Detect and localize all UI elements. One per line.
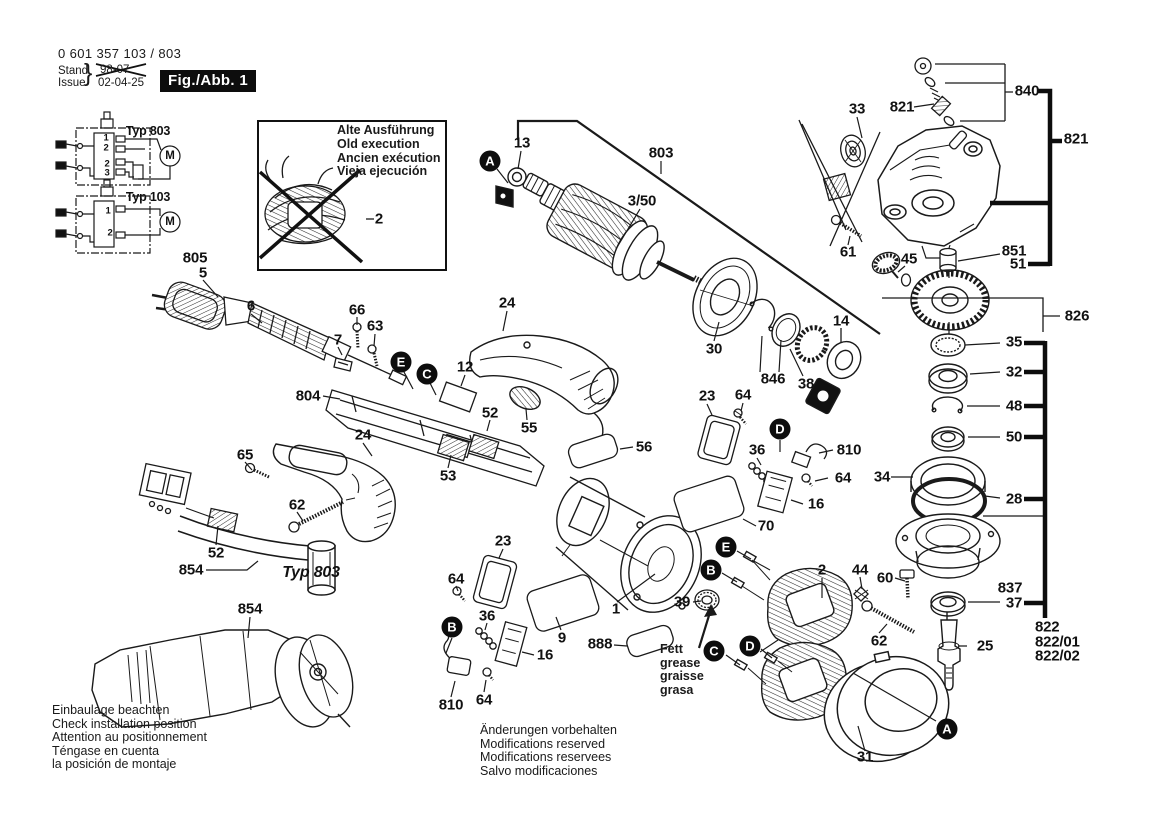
part-callout-typ-803: Typ 803 (125, 124, 171, 138)
note-line: Téngase en cuenta (52, 743, 160, 758)
detail-letter-c: C (417, 364, 438, 385)
part-callout-62: 62 (870, 632, 888, 650)
part-callout-2: 2 (107, 227, 113, 239)
part-callout-1: 1 (611, 600, 621, 618)
part-callout-803: 803 (648, 144, 674, 162)
part-callout-23: 23 (494, 532, 512, 550)
part-callout-16: 16 (536, 646, 554, 664)
part-callout-1: 1 (103, 132, 109, 144)
grease-line: grease (660, 655, 701, 670)
part-callout-37: 37 (1005, 594, 1023, 612)
part-callout-52: 52 (481, 404, 499, 422)
part-callout-888: 888 (587, 635, 613, 653)
part-callout-822-02: 822/02 (1035, 647, 1080, 665)
part-callout-822-01: 822/01 (1035, 633, 1080, 651)
part-callout-52: 52 (207, 544, 225, 562)
note-line: Modifications reservees (480, 750, 612, 764)
part-callout-45: 45 (900, 250, 918, 268)
part-callout-typ-103: Typ 103 (125, 190, 171, 204)
part-callout-55: 55 (520, 419, 538, 437)
part-callout-9: 9 (557, 629, 567, 647)
detail-letter-e: E (391, 352, 412, 373)
part-callout-38: 38 (797, 375, 815, 393)
part-callout-7: 7 (333, 331, 343, 349)
part-callout-56: 56 (635, 438, 653, 456)
part-callout-810: 810 (438, 696, 464, 714)
part-callout-36: 36 (478, 607, 496, 625)
note-line: Einbaulage beachten (52, 703, 170, 717)
issue-date: 02-04-25 (98, 77, 145, 89)
legend-line: Ancien exécution (337, 150, 441, 165)
part-callout-64: 64 (734, 386, 752, 404)
part-callout-821: 821 (889, 98, 915, 116)
part-callout-28: 28 (1005, 490, 1023, 508)
part-callout-35: 35 (1005, 333, 1023, 351)
legend-line: Vieja ejecución (337, 164, 428, 179)
part-callout-64: 64 (475, 691, 493, 709)
detail-letter-a: A (480, 151, 501, 172)
part-callout-810: 810 (836, 441, 862, 459)
part-callout-65: 65 (236, 446, 254, 464)
part-callout-854: 854 (178, 561, 204, 579)
part-callout-822: 822 (1035, 618, 1060, 636)
part-callout-50: 50 (1005, 428, 1023, 446)
part-callout-64: 64 (447, 570, 465, 588)
note-line: Check installation position (52, 716, 197, 731)
note-line: Attention au positionnement (52, 730, 207, 744)
note-line: la posición de montaje (52, 757, 177, 771)
part-callout-33: 33 (848, 100, 866, 118)
figure-label: Fig./Abb. 1 (160, 70, 256, 92)
part-callout-6: 6 (246, 297, 256, 315)
superseded-date: 98-07 (100, 64, 130, 76)
detail-letter-b: B (442, 617, 463, 638)
part-callout-70: 70 (757, 517, 775, 535)
part-callout-34: 34 (873, 468, 891, 486)
detail-letter-b: B (701, 560, 722, 581)
part-callout-821: 821 (1063, 130, 1089, 148)
part-callout-837: 837 (997, 579, 1023, 597)
detail-letter-a: A (937, 719, 958, 740)
part-callout-61: 61 (839, 243, 857, 261)
part-callout-1: 1 (105, 205, 111, 217)
detail-letter-c: C (704, 641, 725, 662)
part-callout-840: 840 (1014, 82, 1040, 100)
note-line: Salvo modificaciones (480, 763, 598, 778)
part-callout-39: 39 (673, 593, 691, 611)
grease-line: Fett (660, 642, 683, 656)
part-callout-16: 16 (807, 495, 825, 513)
part-callout-2: 2 (374, 210, 384, 228)
part-callout-44: 44 (851, 561, 869, 579)
part-callout-51: 51 (1009, 255, 1027, 273)
part-callout-36: 36 (748, 441, 766, 459)
part-callout-3-50: 3/50 (627, 192, 657, 210)
part-callout-60: 60 (876, 569, 894, 587)
part-callout-24: 24 (354, 426, 372, 444)
note-line: Modifications reserved (480, 736, 606, 751)
issue-label: Issue (58, 77, 86, 89)
legend-line: Alte Ausführung (337, 123, 435, 137)
part-callout-13: 13 (513, 134, 531, 152)
detail-letter-e: E (716, 537, 737, 558)
stand-label: Stand (58, 65, 89, 77)
part-callout-851: 851 (1001, 242, 1027, 260)
part-callout-805: 805 (182, 249, 208, 267)
part-callout-62: 62 (288, 496, 306, 514)
note-line: Änderungen vorbehalten (480, 723, 617, 737)
part-callout-23: 23 (698, 387, 716, 405)
legend-line: Old execution (337, 136, 420, 151)
part-callout-12: 12 (456, 358, 474, 376)
part-callout-48: 48 (1005, 397, 1023, 415)
part-callout-m: M (165, 216, 175, 228)
part-callout-32: 32 (1005, 363, 1023, 381)
part-callout-typ-803: Typ 803 (282, 564, 340, 581)
part-callout-14: 14 (832, 312, 850, 330)
part-callout-804: 804 (295, 387, 321, 405)
part-callout-63: 63 (366, 317, 384, 335)
part-callout-846: 846 (760, 370, 786, 388)
part-callout-m: M (165, 150, 175, 162)
part-callout-31: 31 (856, 748, 874, 766)
part-callout-25: 25 (976, 637, 994, 655)
part-callout-2: 2 (103, 142, 109, 154)
part-callout-3: 3 (104, 167, 110, 179)
part-callout-2: 2 (104, 158, 110, 170)
grease-line: graisse (660, 669, 704, 683)
detail-letter-d: D (740, 636, 761, 657)
document-number: 0 601 357 103 / 803 (58, 46, 182, 61)
part-callout-53: 53 (439, 467, 457, 485)
revision-brace: } (84, 59, 93, 87)
part-callout-30: 30 (705, 340, 723, 358)
detail-letter-d: D (770, 419, 791, 440)
part-callout-854: 854 (237, 600, 263, 618)
grease-line: grasa (660, 682, 694, 697)
part-callout-826: 826 (1064, 307, 1090, 325)
part-callout-2: 2 (817, 561, 827, 579)
part-callout-5: 5 (198, 264, 208, 282)
part-callout-66: 66 (348, 301, 366, 319)
part-callout-24: 24 (498, 294, 516, 312)
part-callout-64: 64 (834, 469, 852, 487)
